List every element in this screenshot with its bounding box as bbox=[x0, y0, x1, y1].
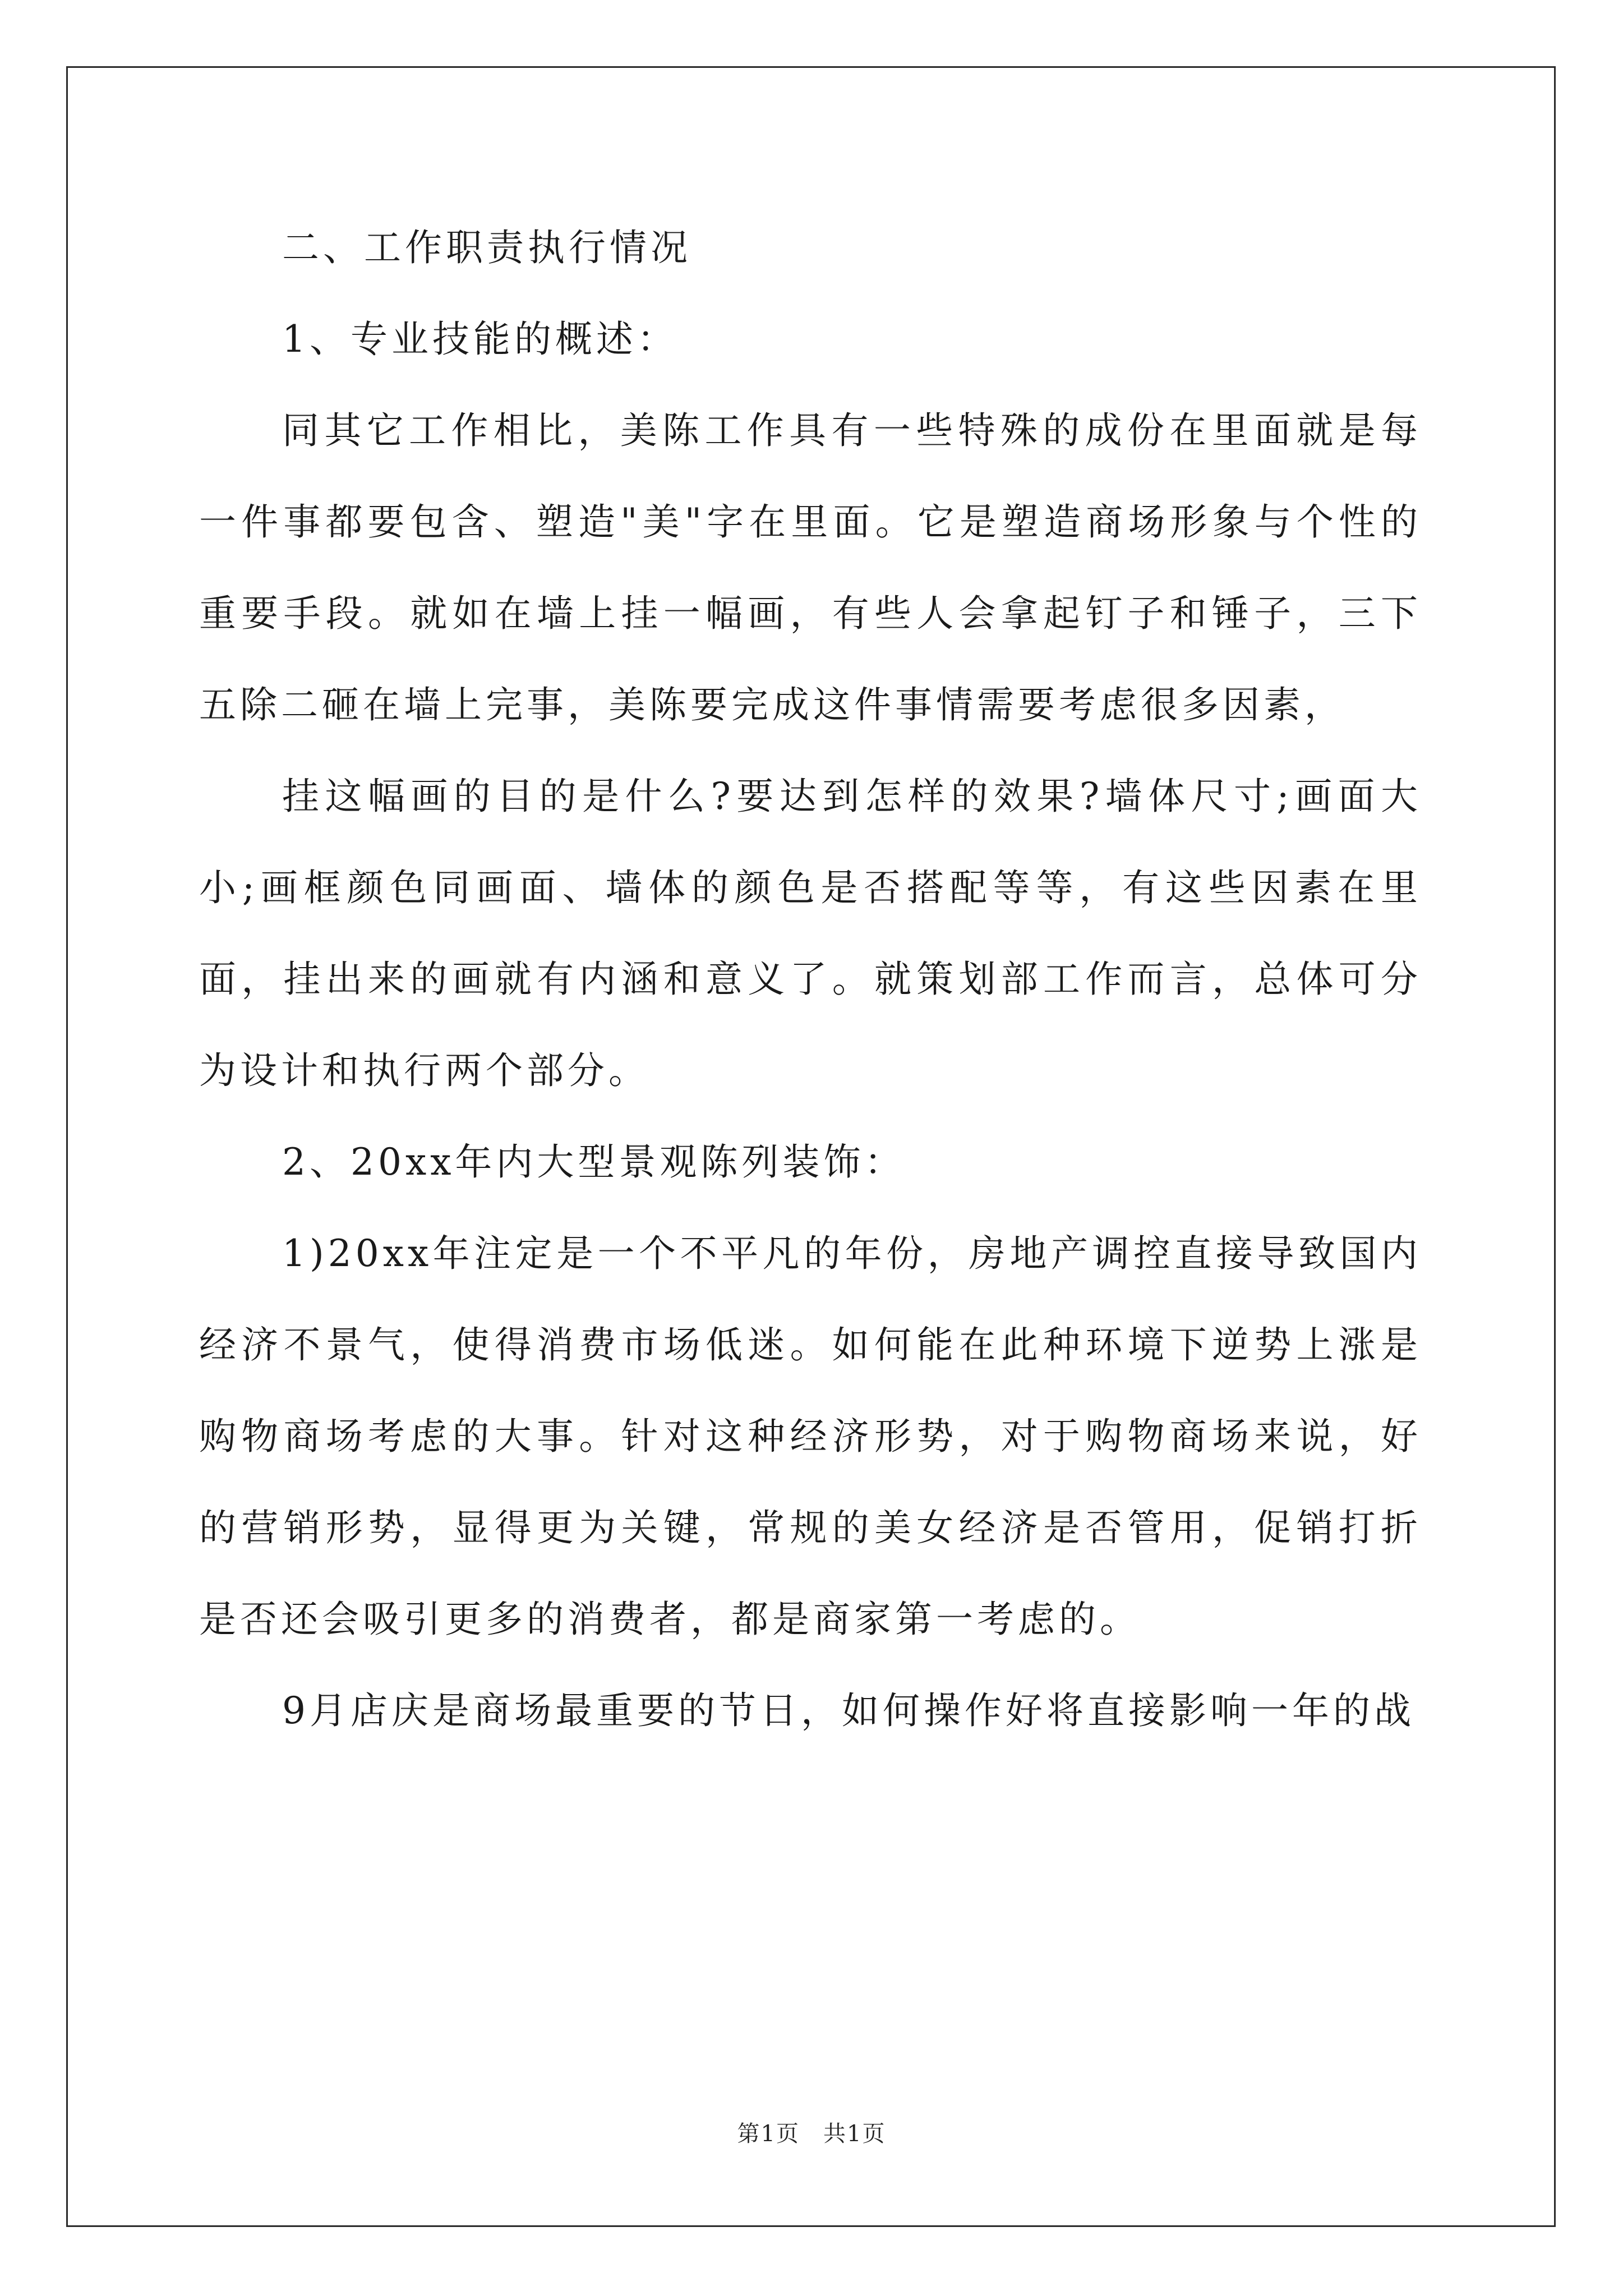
paragraph: 9月店庆是商场最重要的节日，如何操作好将直接影响一年的战 bbox=[282, 1689, 1415, 1732]
subsection-heading: 1、专业技能的概述： bbox=[282, 318, 678, 361]
section-heading: 二、工作职责执行情况 bbox=[282, 226, 691, 269]
paragraph: 1)20xx年注定是一个不平凡的年份，房地产调控直接导致国内经济不景气，使得消费市场低迷。如何能在此种环境下逆势上涨是购物商场考虑的大事。针对这种经济形势，对于购物商场来说，好的营销形势，显得更为关键，常规的美女经济是否管用，促销打折是否还会吸引更多的消费者，都是商家第一考虑的。 bbox=[199, 1232, 1422, 1641]
paragraph: 挂这幅画的目的是什么?要达到怎样的效果?墙体尺寸;画面大小;画框颜色同画面、墙体的颜色是否搭配等等，有这些因素在里面，挂出来的画就有内涵和意义了。就策划部工作而言，总体可分为设计和执行两个部分。 bbox=[199, 775, 1422, 1092]
subsection-heading: 2、20xx年内大型景观陈列装饰： bbox=[282, 1140, 906, 1184]
page-number-footer: 第1页 共1页 bbox=[737, 2121, 886, 2147]
document-body bbox=[199, 202, 1422, 1756]
paragraph: 同其它工作相比，美陈工作具有一些特殊的成份在里面就是每一件事都要包含、塑造"美"字在里面。它是塑造商场形象与个性的重要手段。就如在墙上挂一幅画，有些人会拿起钉子和锤子，三下五除二砸在墙上完事，美陈要完成这件事情需要考虑很多因素， bbox=[199, 409, 1422, 726]
